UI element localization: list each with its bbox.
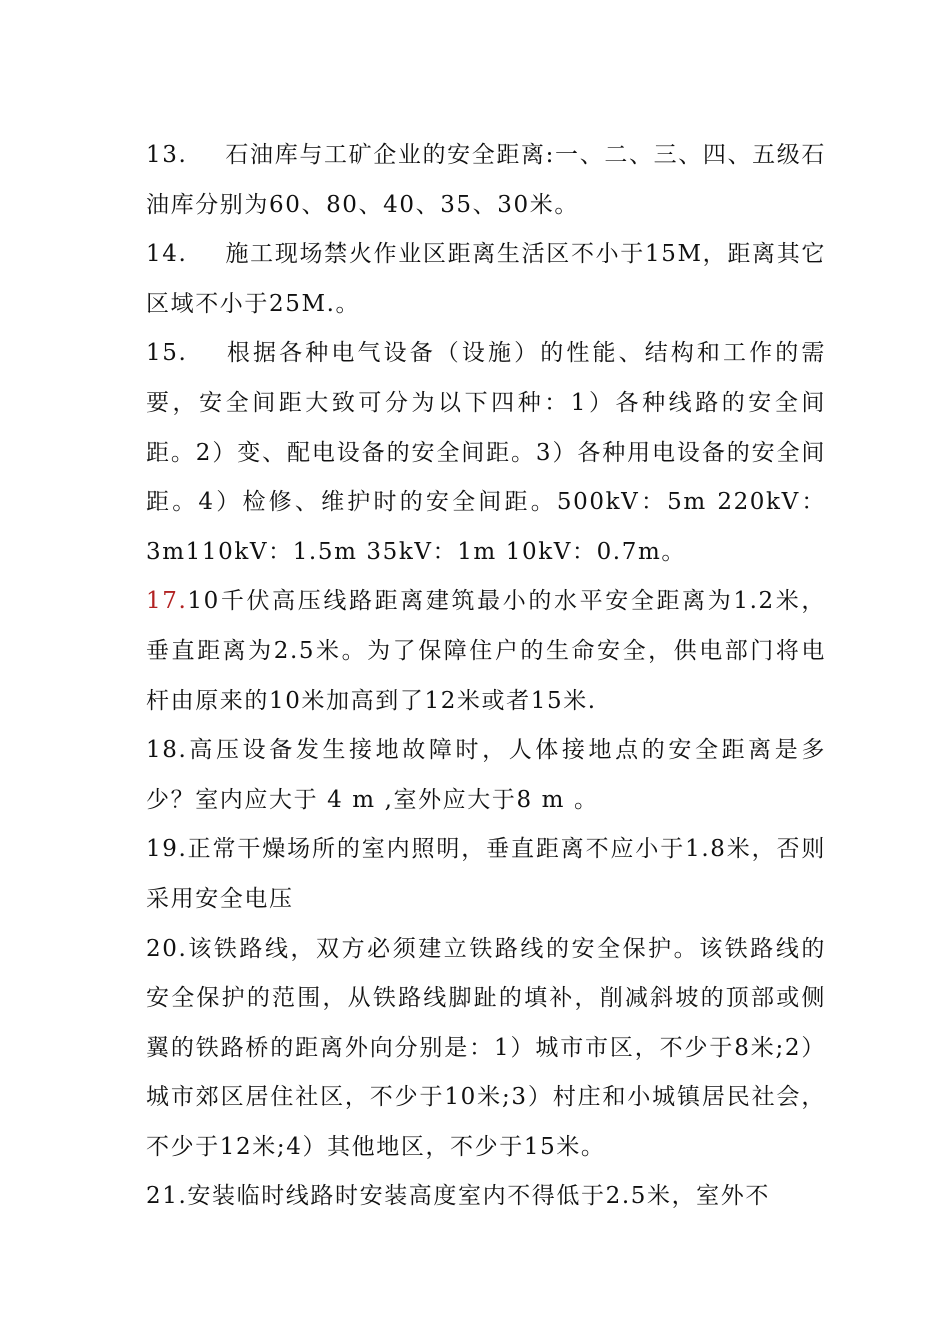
- item-number: 21.: [146, 1183, 188, 1210]
- item-text: 该铁路线，双方必须建立铁路线的安全保护。该铁路线的安全保护的范围，从铁路线脚趾的填补，削减斜坡的顶部或侧翼的铁路桥的距离外向分别是：1）城市市区，不少于8米;2）城市郊区居住社区，不少于10米;3）村庄和小城镇居民社会，不少于12米;4）其他地区，不少于15米。: [146, 935, 826, 1160]
- item-21: [146, 1172, 826, 1222]
- item-13: [146, 131, 826, 230]
- item-19: [146, 825, 826, 924]
- item-18: [146, 726, 826, 825]
- item-number: 18.: [146, 737, 188, 764]
- item-number: 19.: [146, 836, 188, 863]
- item-text: 根据各种电气设备（设施）的性能、结构和工作的需要，安全间距大致可分为以下四种：1）各种线路的安全间距。2）变、配电设备的安全间距。3）各种用电设备的安全间距。4）检修、维护时的安全间距。500kV：5m 220kV：3m110kV：1.5m 35kV：1m 10kV：0.7m。: [146, 340, 826, 565]
- item-text: 10千伏高压线路距离建筑最小的水平安全距离为1.2米，垂直距离为2.5米。为了保障住户的生命安全，供电部门将电杆由原来的10米加高到了12米或者15米.: [146, 588, 826, 714]
- item-text: 施工现场禁火作业区距离生活区不小于15M，距离其它区域不小于25M.。: [146, 241, 826, 317]
- item-15: [146, 329, 826, 577]
- item-number: 14.: [146, 241, 188, 268]
- item-text: 高压设备发生接地故障时，人体接地点的安全距离是多少？室内应大于 4 m ,室外应大于8 m 。: [146, 737, 826, 813]
- item-20: [146, 925, 826, 1173]
- item-17: [146, 577, 826, 726]
- item-text: 石油库与工矿企业的安全距离:一、二、三、四、五级石油库分别为60、80、40、35、30米。: [146, 142, 826, 218]
- item-number: 17.: [146, 588, 188, 615]
- item-number: 20.: [146, 935, 188, 962]
- item-text: 安装临时线路时安装高度室内不得低于2.5米，室外不: [187, 1183, 770, 1210]
- item-14: [146, 230, 826, 329]
- item-text: 正常干燥场所的室内照明，垂直距离不应小于1.8米，否则采用安全电压: [146, 836, 826, 912]
- document-page: [146, 131, 826, 1222]
- item-number: 15.: [146, 340, 188, 367]
- item-number: 13.: [146, 142, 188, 168]
